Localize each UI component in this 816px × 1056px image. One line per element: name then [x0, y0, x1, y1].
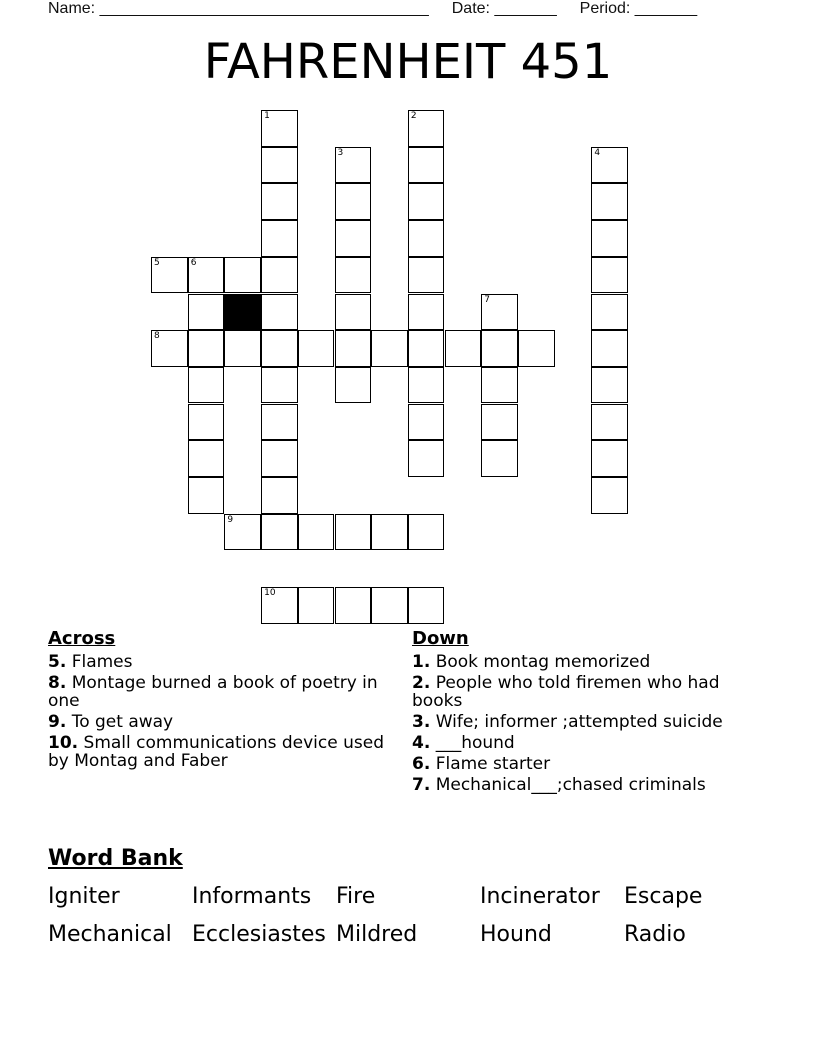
down-clue [412, 734, 762, 752]
date-blank: _______ [494, 0, 557, 17]
grid-cell[interactable] [188, 404, 225, 441]
grid-cell[interactable] [408, 514, 445, 551]
word-bank-word: Igniter [48, 884, 120, 909]
grid-cell[interactable] [261, 367, 298, 404]
grid-cell[interactable] [408, 257, 445, 294]
grid-cell[interactable] [261, 440, 298, 477]
name-label: Name: [48, 0, 96, 17]
across-clue [48, 674, 398, 710]
clue-num: 2. [412, 673, 431, 693]
clue-number: 2 [410, 111, 417, 121]
clue-text: Book montag memorized [430, 652, 651, 672]
grid-cell[interactable] [591, 183, 628, 220]
word-bank-word: Hound [480, 922, 552, 947]
grid-cell[interactable] [335, 367, 372, 404]
word-bank-word: Informants [192, 884, 312, 909]
grid-cell[interactable] [335, 147, 372, 184]
across-clue [48, 734, 398, 770]
grid-cell[interactable] [445, 330, 482, 367]
grid-cell[interactable] [481, 330, 518, 367]
clue-num: 6. [412, 754, 431, 774]
grid-cell[interactable] [518, 330, 555, 367]
grid-cell[interactable] [224, 257, 261, 294]
grid-cell[interactable] [591, 220, 628, 257]
grid-cell[interactable] [591, 330, 628, 367]
grid-cell[interactable] [481, 404, 518, 441]
grid-cell[interactable] [261, 110, 298, 147]
grid-cell[interactable] [188, 477, 225, 514]
across-heading: Across [48, 628, 116, 649]
word-bank-word: Radio [624, 922, 686, 947]
grid-cell[interactable] [408, 367, 445, 404]
grid-cell[interactable] [298, 587, 335, 624]
grid-cell[interactable] [261, 477, 298, 514]
grid-cell[interactable] [188, 294, 225, 331]
grid-cell[interactable] [408, 587, 445, 624]
grid-cell[interactable] [408, 330, 445, 367]
grid-cell[interactable] [408, 220, 445, 257]
grid-cell[interactable] [151, 257, 188, 294]
clue-num: 9. [48, 712, 67, 732]
grid-cell[interactable] [335, 257, 372, 294]
down-clue [412, 755, 762, 773]
clue-text: Wife; informer ;attempted suicide [430, 712, 723, 732]
grid-cell[interactable] [188, 330, 225, 367]
grid-cell[interactable] [371, 514, 408, 551]
across-clues [48, 628, 398, 773]
clue-number: 8 [154, 331, 160, 342]
down-clue [412, 713, 762, 731]
clue-number: 5 [154, 257, 160, 268]
grid-cell[interactable] [408, 110, 445, 147]
grid-cell[interactable] [481, 294, 518, 331]
across-clue [48, 713, 398, 731]
down-clues [412, 628, 762, 797]
clue-number: 7 [484, 294, 491, 305]
clue-num: 8. [48, 673, 67, 693]
grid-cell[interactable] [335, 183, 372, 220]
down-clue [412, 776, 762, 794]
date-label: Date: [451, 0, 490, 17]
grid-cell[interactable] [408, 294, 445, 331]
clue-num: 3. [412, 712, 431, 732]
clue-number: 6 [190, 257, 197, 268]
page-title: FAHRENHEIT 451 [203, 34, 613, 90]
grid-cell[interactable] [261, 514, 298, 551]
grid-cell[interactable] [371, 330, 408, 367]
grid-cell[interactable] [298, 330, 335, 367]
grid-cell[interactable] [481, 367, 518, 404]
grid-cell[interactable] [591, 440, 628, 477]
clue-number: 4 [594, 147, 601, 158]
clue-text: Flames [66, 652, 133, 672]
across-clue [48, 653, 398, 671]
clue-text: Mechanical___;chased criminals [430, 775, 706, 795]
grid-cell[interactable] [371, 587, 408, 624]
grid-block-cell [224, 294, 261, 331]
grid-cell[interactable] [261, 220, 298, 257]
grid-cell[interactable] [188, 440, 225, 477]
grid-cell[interactable] [591, 404, 628, 441]
clue-number: 3 [337, 147, 344, 158]
grid-cell[interactable] [591, 147, 628, 184]
clue-text: People who told firemen who had books [412, 673, 720, 711]
clue-text: Small communications device used by Montag and Faber [48, 733, 385, 771]
clue-text: ___hound [430, 733, 515, 753]
grid-cell[interactable] [224, 330, 261, 367]
clue-number: 9 [227, 514, 234, 525]
grid-cell[interactable] [335, 587, 372, 624]
period-blank: _______ [634, 0, 698, 17]
grid-cell[interactable] [261, 587, 298, 624]
clue-number: 1 [264, 111, 270, 121]
word-bank-word: Mildred [336, 922, 418, 947]
grid-cell[interactable] [335, 330, 372, 367]
grid-cell[interactable] [408, 440, 445, 477]
word-bank-title: Word Bank [48, 846, 183, 871]
clue-num: 1. [412, 652, 431, 672]
grid-cell[interactable] [591, 367, 628, 404]
word-bank-word: Fire [336, 884, 376, 909]
grid-cell[interactable] [591, 477, 628, 514]
grid-cell[interactable] [261, 330, 298, 367]
grid-cell[interactable] [151, 330, 188, 367]
grid-cell[interactable] [591, 294, 628, 331]
down-heading: Down [412, 628, 469, 649]
grid-cell[interactable] [188, 367, 225, 404]
grid-cell[interactable] [481, 440, 518, 477]
word-bank-word: Mechanical [48, 922, 172, 947]
word-bank-word: Escape [624, 884, 703, 909]
grid-cell[interactable] [408, 183, 445, 220]
grid-cell[interactable] [335, 294, 372, 331]
clue-text: To get away [66, 712, 174, 732]
grid-cell[interactable] [188, 257, 225, 294]
grid-cell[interactable] [261, 404, 298, 441]
grid-cell[interactable] [261, 257, 298, 294]
grid-cell[interactable] [591, 257, 628, 294]
clue-num: 10. [48, 733, 79, 753]
clue-text: Montage burned a book of poetry in one [48, 673, 378, 711]
grid-cell[interactable] [224, 514, 261, 551]
down-clue [412, 674, 762, 710]
clue-num: 5. [48, 652, 67, 672]
grid-cell[interactable] [261, 183, 298, 220]
word-bank-word: Ecclesiastes [192, 922, 326, 947]
down-clue [412, 653, 762, 671]
period-label: Period: [579, 0, 631, 17]
clue-number: 10 [264, 588, 276, 599]
grid-cell[interactable] [261, 294, 298, 331]
grid-cell[interactable] [408, 404, 445, 441]
grid-cell[interactable] [335, 514, 372, 551]
clue-num: 7. [412, 775, 431, 795]
word-bank-word: Incinerator [480, 884, 600, 909]
grid-cell[interactable] [408, 147, 445, 184]
name-blank: _____________________________________ [99, 0, 429, 17]
grid-cell[interactable] [298, 514, 335, 551]
grid-cell[interactable] [261, 147, 298, 184]
grid-cell[interactable] [335, 220, 372, 257]
clue-num: 4. [412, 733, 431, 753]
clue-text: Flame starter [430, 754, 551, 774]
